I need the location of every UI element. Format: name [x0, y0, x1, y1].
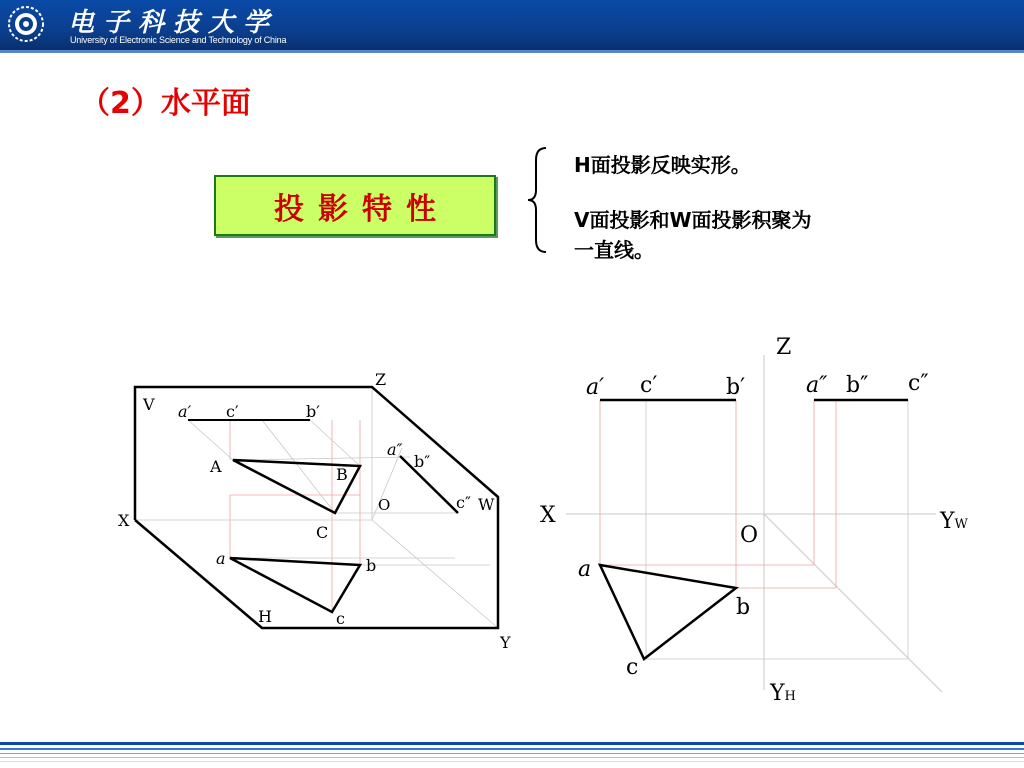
label-a-prime-left: a′ [178, 402, 192, 421]
label-x-right: X [540, 503, 556, 528]
label-A: A [210, 457, 222, 476]
university-name-en: University of Electronic Science and Technology of China [70, 35, 287, 45]
label-c-prime-left: c′ [226, 402, 239, 421]
label-yw: YW [940, 509, 968, 534]
label-a-prime-right: a′ [586, 375, 605, 400]
label-yh: YH [770, 681, 796, 706]
label-h: H [258, 607, 272, 626]
projection-features-label: 投影特性 [274, 191, 450, 227]
label-o-left: O [378, 496, 391, 514]
label-a-dprime-left: a″ [387, 440, 403, 459]
label-b-dprime-left: b″ [414, 452, 431, 471]
label-w: W [478, 495, 495, 514]
university-name-cn: 电子科技大学 [68, 8, 279, 38]
label-z-right: Z [776, 335, 792, 360]
property-v-w-plane: V面投影和W面投影积聚为一直线。 [574, 208, 812, 262]
label-a-dprime-right: a″ [806, 373, 828, 398]
slide-title: （2）水平面 [80, 86, 251, 121]
label-b-right: b [736, 595, 751, 620]
label-v: V [143, 395, 155, 414]
label-z-left: Z [375, 370, 387, 389]
label-b-prime-left: b′ [306, 402, 320, 421]
property-h-plane: H面投影反映实形。 [574, 153, 751, 177]
label-b-left: b [366, 556, 377, 575]
label-o-right: O [740, 523, 759, 548]
label-a-left: a [216, 549, 226, 568]
label-b-prime-right: b′ [726, 375, 746, 400]
label-c-dprime-left: c″ [456, 493, 471, 512]
label-B: B [336, 465, 348, 484]
label-c-dprime-right: c″ [908, 371, 929, 396]
right-orthographic-diagram [540, 335, 969, 706]
footer-stripes [0, 742, 1024, 768]
label-c-right: c [626, 655, 639, 680]
left-3d-diagram [118, 370, 511, 652]
label-b-dprime-right: b″ [846, 373, 869, 398]
label-x-left: X [118, 511, 130, 530]
label-C: C [316, 523, 329, 542]
label-c-left: c [336, 609, 345, 628]
label-y-left: Y [500, 633, 511, 652]
label-a-right: a [578, 557, 592, 582]
label-c-prime-right: c′ [640, 373, 658, 398]
